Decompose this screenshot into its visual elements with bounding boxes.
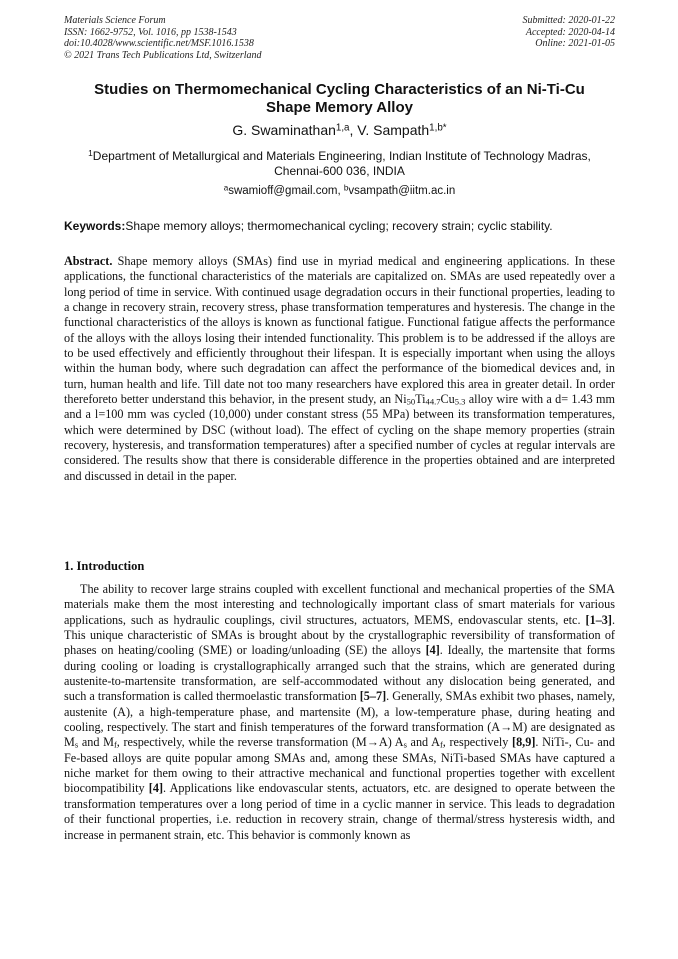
abstract-text-1: Shape memory alloys (SMAs) find use in myriad medical and engineering applications. In these applications, the functional characteristics of the materials are capitalized on. SMAs are used repeatedly over a long period of time in service. With continued usage degradation occurs in their functional properties, leading to a change in recovery strain, recovery stress, phase transformation temperatures and hysteresis. The change in the functional characteristics of the alloys is known as functional fatigue. Functional fatigue affects the performance of the alloys with the alloys losing their intended functionality. This problem is to be addressed if the alloys are to be used effectively and efficiently throughout their lifespan. It is especially important when using the alloys within the human body, where such degradation can affect the performance of the biomedical devices and, in turn, human health and life. Till date not too many researchers have explored this area in greater detail. In order thereforeto better understand this behavior, in the present study, an Ni	[64, 254, 615, 407]
intro-text: and M	[78, 735, 114, 750]
abstract-label: Abstract.	[64, 254, 113, 268]
accepted-date: Accepted: 2020-04-14	[525, 26, 615, 38]
citation[interactable]: [4]	[425, 643, 440, 658]
copyright-line: © 2021 Trans Tech Publications Ltd, Switzerland	[64, 49, 262, 61]
title-line-2: Shape Memory Alloy	[266, 99, 413, 116]
affiliation-sup: 1	[88, 148, 93, 159]
intro-text: The ability to recover large strains coupled with excellent functional and mechanical properties of the SMA materials make them the most interesting and technologically important class of smart materials for various applications, such as hydraulic couplings, civil structures, actuators, MEMS, endovascular stents, etc.	[64, 582, 615, 627]
section-heading-introduction: 1. Introduction	[64, 559, 145, 573]
cu-element: Cu	[440, 392, 455, 407]
issn-line: ISSN: 1662-9752, Vol. 1016, pp 1538-1543	[64, 26, 237, 38]
subscript: s	[74, 740, 79, 751]
author-emails	[64, 184, 615, 198]
email-b-sup: b	[343, 183, 349, 193]
citation[interactable]: [4]	[148, 781, 164, 796]
ti-subscript: 44.7	[425, 396, 441, 407]
subscript: f	[113, 740, 117, 751]
affiliation-line-1	[64, 149, 615, 164]
keywords-label: Keywords:	[64, 219, 126, 233]
ni-subscript: 50	[406, 396, 416, 407]
submission-dates	[523, 15, 616, 50]
affiliation-line-2: Chennai-600 036, INDIA	[274, 164, 405, 178]
online-date: Online: 2021-01-05	[535, 38, 615, 49]
introduction-paragraph	[64, 582, 615, 843]
ti-element: Ti	[415, 392, 426, 407]
doi-line: doi:10.4028/www.scientific.net/MSF.1016.1538	[64, 38, 254, 49]
author-1: G. Swaminathan	[232, 122, 336, 138]
author-list	[64, 122, 615, 139]
affiliation	[64, 149, 615, 179]
keywords	[64, 219, 615, 234]
intro-text: , respectively, while the reverse transformation (M→A) A	[116, 735, 404, 750]
email-a-sup: a	[223, 183, 229, 193]
email-a[interactable]: swamioff@gmail.com	[228, 185, 338, 197]
email-separator: ,	[337, 185, 344, 197]
abstract-text-2: alloy wire with a d= 1.43 mm and a l=100 mm was cycled (10,000) under constant stress (55 MPa) between its transformation temperatures, which were determined by DSC (without load). The effect of cycling on the shape memory properties (strain recovery, hysteresis, and transformation temperatures) after a specified number of cycles at regular intervals are considered. The results show that there is considerable difference in the properties obtained and are interpreted and discussed in detail in the paper.	[64, 392, 615, 483]
submitted-date: Submitted: 2020-01-22	[522, 15, 615, 26]
intro-text: . Generally, SMAs exhibit two phases, namely, austenite (A), a high-temperature phase, and martensite (M), a low-temperature phase, during heating and cooling, respectively. The start and finish temperatures of the forward transformation (A→M) are designated as M	[64, 689, 615, 750]
author-1-affil: 1,a	[335, 122, 350, 134]
intro-text: , respectively	[442, 735, 513, 750]
intro-text: . Applications like endovascular stents, actuators, etc. are designed to operate between the transformation temperatures over a long period of time in a cyclic manner in service. This leads to degradation of their functional properties, i.e. reduction in recovery strain, change of thermal/stress hysteresis width, and increase in permanent strain, etc. This behavior is commonly known as	[64, 781, 615, 842]
author-2: V. Sampath	[357, 122, 430, 138]
paper-title	[64, 81, 615, 117]
journal-info	[64, 15, 262, 61]
title-line-1: Studies on Thermomechanical Cycling Characteristics of an Ni-Ti-Cu	[94, 81, 585, 98]
subscript: s	[403, 740, 407, 751]
author-separator: ,	[349, 122, 358, 138]
subscript: f	[439, 740, 443, 751]
intro-text: . NiTi-, Cu- and Fe-based alloys are quite popular among SMAs and, among these SMAs, NiTi-based SMAs have captured a niche market for them owing to their attractive mechanical and functional properties together with excellent biocompatibility	[64, 735, 615, 796]
citation[interactable]: [8,9]	[512, 735, 536, 750]
intro-text: and A	[406, 735, 440, 750]
email-b[interactable]: vsampath@iitm.ac.in	[348, 185, 456, 197]
citation[interactable]: [5–7]	[359, 689, 387, 704]
author-2-affil: 1,b*	[429, 122, 447, 134]
citation[interactable]: [1–3]	[585, 612, 612, 627]
intro-text: . Ideally, the martensite that forms during cooling or loading is crystallographically arranged such that the strains, which are generated during austenite-to-martensite transformation, are self-accommodated without any dislocation being generated, and such a transformation is called thermoelastic transformation	[64, 643, 616, 704]
cu-subscript: 5.3	[454, 396, 466, 407]
affiliation-text-1: Department of Metallurgical and Materials Engineering, Indian Institute of Technology Madras,	[92, 149, 591, 163]
abstract	[64, 254, 615, 484]
intro-text: . This unique characteristic of SMAs is brought about by the crystallographic reversibility of transformation of phases on heating/cooling (SME) or loading/unloading (SE) the alloys	[64, 612, 615, 658]
journal-name: Materials Science Forum	[64, 15, 166, 26]
keywords-text: Shape memory alloys; thermomechanical cycling; recovery strain; cyclic stability.	[125, 219, 553, 233]
